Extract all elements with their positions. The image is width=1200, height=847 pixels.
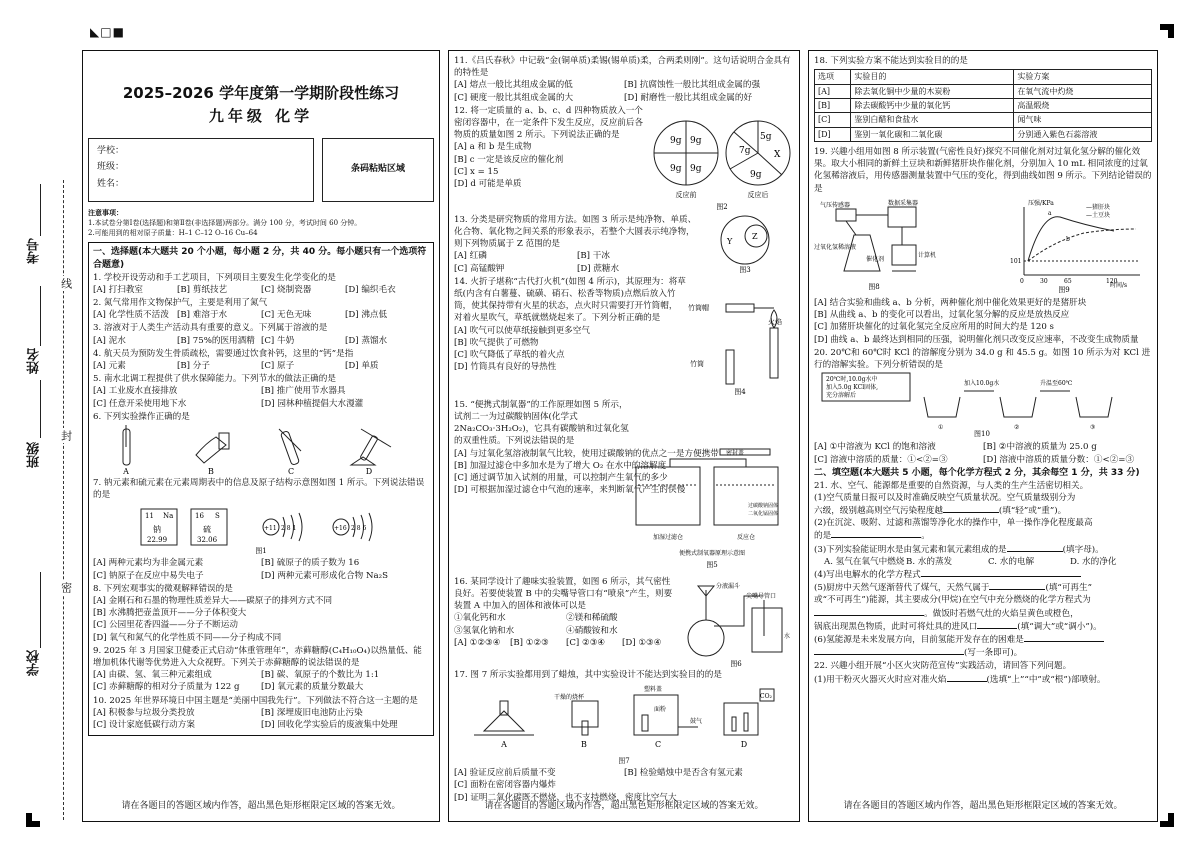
- question-4: [93, 348, 429, 372]
- question-stem: 13. 分类是研究物质的常用方法。如图 3 所示是纯净物、单质、化合物、氧化物之间关系的形象表示，若整个大圆表示纯净物，则下列物质属于 Z 范围的是: [454, 214, 697, 250]
- option-a[interactable]: [A] 化学性质不活泼: [93, 310, 169, 321]
- option-d[interactable]: [D] 编织毛衣: [345, 284, 396, 295]
- fig-label-b: B: [581, 740, 587, 750]
- option-c[interactable]: [C] 吹气降低了草纸的着火点: [454, 350, 565, 361]
- q22-line: (1)用干粉灭火器灭火时应对准火焰 (选填“上”“中”或“根”)部喷射。: [814, 674, 1106, 685]
- option-d[interactable]: [D] 可根据加湿过滤仓中气泡的速率，来判断氧气产生的快慢: [454, 485, 686, 496]
- question-stem: 22. 兴趣小组开展“小区火灾防范宣传”实践活动，请回答下列问题。: [814, 661, 1072, 672]
- figure-2-caption: 图2: [716, 202, 728, 211]
- question-20: [814, 347, 1152, 466]
- answer-blank[interactable]: [1007, 543, 1063, 552]
- label-tube: 竹筒: [690, 359, 704, 368]
- y-axis-label: 压强/KPa: [1028, 199, 1054, 207]
- question-stem: 19. 兴趣小组用如图 8 所示装置(气密性良好)探究不同催化剂对过氧化氢分解的催化效果。取大小相同的新鲜土豆块和新鲜猪肝块作催化剂，分别加入 10 mL 相同浓度的过氧化氢稀溶液后，用传感器测量装置中气压的变化，得到曲线如图 9 所示。下列结论错误的是: [814, 147, 1152, 194]
- option-c[interactable]: [C] ②③④: [566, 637, 606, 648]
- option-c[interactable]: [C] 任意开采使用地下水: [93, 398, 187, 409]
- question-6: [93, 411, 429, 475]
- figure-1-caption: 图1: [255, 547, 267, 556]
- figure-9-caption: 图9: [1058, 285, 1070, 294]
- figure-7-caption: 图7: [618, 757, 630, 766]
- q21-line: 的是 。: [814, 531, 930, 542]
- option-c[interactable]: [C] 牛奶: [261, 335, 295, 346]
- question-19: [814, 146, 1152, 346]
- section-1-title: 一、选择题(本大题共 20 个小题，每小题 2 分，共 40 分。每小题只有一个选项符合题意): [93, 247, 427, 270]
- pie-before-a: 9g: [670, 135, 682, 146]
- lab-operations-drawing: [101, 425, 421, 475]
- option-c[interactable]: [C] 赤藓糖醇的相对分子质量为 122 g: [93, 682, 240, 693]
- option-a[interactable]: [A] 红磷: [454, 251, 487, 262]
- x-tick: 30: [1040, 277, 1048, 285]
- option-b[interactable]: [B] 分子: [177, 360, 210, 371]
- fig-label-a: A: [123, 466, 129, 476]
- answer-blank[interactable]: [1024, 633, 1104, 642]
- pie-before-c: 9g: [670, 163, 682, 174]
- option-b[interactable]: [B] 75%的医用酒精: [177, 335, 255, 346]
- label-step1-line: 加入5.0g KCl固体,: [826, 384, 879, 392]
- question-stem: 8. 下列宏观事实的微观解释错误的是: [93, 583, 233, 594]
- svg-text:+11: +11: [264, 525, 277, 533]
- label-computer: 计算机: [918, 251, 937, 259]
- svg-text:2 8 6: 2 8 6: [351, 525, 367, 533]
- question-stem: 14. 火折子堪称“古代打火机”(如图 4 所示)，其原理为：将草纸(内含有白薯蔓、硫磺、硝石、松香等物质)点燃后放入竹筒，使其保持带有火星的状态，点火时只需要打开竹筒帽，对着火星吹气，草纸就燃烧起来了。下列分析正确的是: [454, 276, 686, 324]
- column-footer: 请在各题目的答题区域内作答，超出黑色矩形框限定区域的答案无效。: [484, 801, 764, 812]
- figure-3-venn: [700, 214, 790, 274]
- label-dry-beaker: 干燥的烧杯: [554, 694, 585, 702]
- q21-line: 六级，级别越高则空气污染程度越 (填“轻”或“重”)。: [814, 506, 1067, 517]
- question-12: [454, 105, 794, 213]
- label-water: 水: [784, 632, 791, 640]
- question-9: [93, 645, 429, 694]
- answer-blank[interactable]: [814, 607, 924, 616]
- option-b[interactable]: [B] 干冰: [577, 251, 610, 262]
- label-percarbonate: 过碳酸钠固体: [748, 502, 779, 509]
- svg-text:Z: Z: [752, 231, 758, 241]
- option-a[interactable]: [A] 工业废水直接排放: [93, 386, 178, 397]
- option-d[interactable]: [D] 耐磨性一般比其组成金属的好: [624, 92, 753, 103]
- binding-name-line: [40, 286, 41, 346]
- binding-exam-no-label: 考号: [27, 238, 42, 264]
- option-c[interactable]: [C] 高锰酸钾: [454, 263, 505, 274]
- table-cell: 除去碳酸钙中少量的氧化钙: [851, 98, 1014, 112]
- option-b[interactable]: [B] 吹气提供了可燃物: [454, 337, 539, 348]
- binding-class-line: [40, 380, 41, 438]
- option-d[interactable]: [D] 溶液中溶质的质量分数：①<②=③: [983, 454, 1135, 465]
- item-4: ④硝酸铵和水: [566, 625, 618, 636]
- answer-column-3: [808, 50, 1158, 822]
- option-d[interactable]: [D] 回收化学实验后的废液集中处理: [261, 720, 398, 731]
- x-tick: 120: [1106, 277, 1118, 285]
- notes: [88, 208, 434, 238]
- caption-after: 反应后: [747, 190, 769, 199]
- beaker-2: ②: [1014, 424, 1020, 432]
- question-18: [814, 55, 1152, 142]
- option-a[interactable]: [A] 熔点一般比其组成金属的低: [454, 80, 573, 91]
- table-cell: 在氧气流中灼烧: [1014, 84, 1152, 98]
- section-2-title: 二、填空题(本大题共 5 小题，每个化学方程式 2 分，其余每空 1 分，共 33 分): [814, 467, 1140, 478]
- option-b[interactable]: [B] 硫原子的质子数为 16: [261, 558, 360, 569]
- option-a[interactable]: [A] 打扫教室: [93, 284, 144, 295]
- option-c[interactable]: [C] 硬度一般比其组成金属的大: [454, 92, 574, 103]
- beaker-3: ③: [1090, 424, 1096, 432]
- svg-text:+16: +16: [334, 525, 347, 533]
- pie-after-a: 5g: [760, 131, 772, 142]
- q21-line: (5)厨房中天然气逐渐替代了煤气，天然气属于 (填“可再生”: [814, 583, 1092, 594]
- pie-after-c: 9g: [750, 169, 762, 180]
- option-d[interactable]: [D] 两种元素可形成化合物 Na₂S: [261, 570, 388, 581]
- name-field[interactable]: 姓名：: [97, 179, 125, 190]
- q21-line: (3)下列实验能证明水是由氢元素和氧元素组成的是 (填字母)。: [814, 544, 1104, 555]
- question-10: [93, 695, 429, 732]
- table-row: [815, 98, 1152, 112]
- table-cell: 鉴别白醋和食盐水: [851, 113, 1014, 127]
- option-d[interactable]: [D] 沸点低: [345, 310, 388, 321]
- pie-after-b: 7g: [739, 145, 751, 156]
- column-footer: 请在各题目的答题区域内作答，超出黑色矩形框限定区域的答案无效。: [843, 801, 1123, 812]
- question-stem: 10. 2025 年世界环境日中国主题是“美丽中国我先行”。下列做法不符合这一主题的是: [93, 695, 418, 706]
- option-d[interactable]: [D] 证明二氧化碳既不燃烧、也不支持燃烧，密度比空气大: [454, 792, 677, 803]
- option-c[interactable]: [C] x = 15: [454, 166, 499, 177]
- option-a[interactable]: [A] ①中溶液为 KCl 的饱和溶液: [814, 442, 936, 453]
- label-reaction-chamber: 反应仓: [736, 533, 756, 541]
- figure-1: [93, 503, 429, 555]
- figure-10-dissolution: [814, 371, 1150, 437]
- q21-line: 或“不可再生”)能源，其主要成分(甲烷)在空气中充分燃烧的化学方程式为: [814, 595, 1091, 606]
- table-cell[interactable]: [C]: [815, 113, 851, 127]
- x-axis-label: 时间/s: [1110, 281, 1128, 289]
- na-number: 11: [145, 512, 154, 521]
- table-cell: 分别通入紫色石蕊溶液: [1014, 127, 1152, 141]
- option-d[interactable]: [D] 氧元素的质量分数最大: [261, 682, 364, 693]
- answer-blank[interactable]: [947, 673, 987, 682]
- s-number: 16: [195, 512, 204, 521]
- question-13: [454, 214, 794, 275]
- binding-strip: [0, 180, 76, 820]
- option-c[interactable]: [C] 通过调节加入试剂的用量，可以控制产生氧气的多少: [454, 473, 668, 484]
- table-row: [815, 84, 1152, 98]
- option-b[interactable]: [B] 加湿过滤仓中多加水是为了增大 O₂ 在水中的溶解度: [454, 460, 667, 471]
- figure-3-caption: 图3: [739, 265, 751, 274]
- label-catalyst: 催化剂: [866, 255, 885, 263]
- question-15: [454, 399, 794, 575]
- legend-pig-liver: —猪肝块: [1086, 203, 1111, 211]
- item-2: ②镁和稀硫酸: [566, 613, 618, 624]
- question-7: [93, 477, 429, 582]
- figure-6-caption: 图6: [730, 659, 742, 668]
- na-mass: 22.99: [147, 536, 168, 545]
- legend-potato: —土豆块: [1086, 211, 1111, 219]
- option-b[interactable]: [B] 水沸腾把壶盖顶开——分子体积变大: [93, 608, 247, 619]
- option-a[interactable]: A. 氢气在氧气中燃烧: [824, 556, 905, 567]
- info-fields: [88, 138, 314, 202]
- pie-before-b: 9g: [690, 135, 702, 146]
- option-c[interactable]: [C] 溶液中溶质的质量：①<②=③: [814, 454, 948, 465]
- table-cell[interactable]: [B]: [815, 98, 851, 112]
- table-cell: 除去氧化铜中少量的木炭粉: [851, 84, 1014, 98]
- option-d[interactable]: [D] d 可能是单质: [454, 179, 522, 190]
- caption-before: 反应前: [675, 190, 697, 199]
- question-stem: 11.《吕氏春秋》中记载“金(铜单质)柔锡(锡单质)柔，合两柔则刚”。这句话说明合金具有的特性是: [454, 56, 791, 79]
- table-row: [815, 127, 1152, 141]
- fig-label-c: C: [654, 740, 662, 750]
- label-mno2: 二氧化锰固体: [748, 510, 779, 517]
- option-d[interactable]: [D] 氧气和氮气的化学性质不同——分子构成不同: [93, 632, 282, 643]
- q21-line: (4)写出电解水的化学方程式: [814, 568, 1152, 581]
- barcode-area: 条码粘贴区域: [322, 138, 434, 202]
- fig-label-d: D: [365, 466, 373, 476]
- table-row: [815, 113, 1152, 127]
- curve-label-b: b: [1066, 235, 1070, 243]
- answer-blank[interactable]: [943, 504, 999, 513]
- question-stem: 1. 学校开设劳动和手工艺项目，下列项目主要发生化学变化的是: [93, 272, 336, 283]
- table-cell: 高温煅烧: [1014, 98, 1152, 112]
- binding-school-line: [40, 572, 41, 648]
- label-cap: 竹筒帽: [688, 303, 709, 312]
- question-stem: 18. 下列实验方案不能达到实验目的的是: [814, 56, 968, 66]
- fig-label-a: A: [501, 740, 507, 750]
- option-b[interactable]: [B] 从曲线 a、b 的变化可以看出，过氧化氢分解的反应是放热反应: [814, 310, 1070, 321]
- question-stem: 21. 水、空气、能源都是重要的自然资源，与人类的生产生活密切相关。: [814, 480, 1089, 491]
- periodic-info-drawing: [101, 503, 421, 555]
- answer-column-1: [82, 50, 440, 822]
- column-footer: 请在各题目的答题区域内作答，超出黑色矩形框限定区域的答案无效。: [121, 801, 401, 812]
- na-symbol: Na: [163, 512, 174, 521]
- option-d[interactable]: [D] 竹筒具有良好的导热性: [454, 362, 557, 373]
- figure-4-fire-starter: [686, 294, 794, 398]
- x-tick: 65: [1064, 277, 1072, 285]
- class-field[interactable]: 班级：: [97, 162, 125, 173]
- option-b[interactable]: [B] 检验蜡烛中是否含有氢元素: [624, 768, 743, 779]
- label-jet-nozzle: 尖嘴导管口: [746, 592, 777, 600]
- label-air-blow: 鼓气: [690, 718, 703, 726]
- item-1: ①氧化钙和水: [454, 613, 506, 624]
- label-flour: 面粉: [654, 706, 667, 714]
- exam-title: 2025–2026 学年度第一学期阶段性练习: [122, 84, 400, 102]
- corner-mark-top-left: ◣□■: [90, 25, 125, 39]
- question-17: [454, 669, 794, 804]
- s-symbol: S: [215, 512, 220, 521]
- exam-subtitle: 九年级 化学: [208, 107, 314, 126]
- question-16: [454, 576, 794, 668]
- figure-7-candle-experiments: [454, 681, 794, 753]
- q21-line: (写一条即可)。: [814, 646, 1152, 659]
- option-d[interactable]: [D] 蒸馏水: [345, 335, 388, 346]
- section-1-box: [88, 242, 434, 736]
- table-header: 实验目的: [851, 70, 1014, 84]
- note-line: 1.本试卷分第Ⅰ卷(选择题)和第Ⅱ卷(非选择题)两部分。满分 100 分，考试时间 60 分钟。: [88, 218, 362, 227]
- option-b[interactable]: B. 水的蒸发: [906, 556, 953, 567]
- question-8: [93, 583, 429, 644]
- label-plastic-lid: 塑料盖: [644, 686, 663, 694]
- answer-column-2: [448, 50, 800, 822]
- option-b[interactable]: [B] 抗腐蚀性一般比其组成金属的强: [624, 80, 761, 91]
- binding-cut-char: 线: [59, 278, 73, 289]
- s-name: 硫: [203, 525, 211, 535]
- question-stem: 5. 南水北调工程提供了供水保障能力。下列节水的做法正确的是: [93, 374, 336, 385]
- fig-label-d: D: [740, 740, 748, 750]
- figure-4-caption: 图4: [734, 387, 746, 396]
- label-h2o2: 过氧化氢稀溶液: [814, 243, 857, 251]
- q21-line: 锅底出现黑色物质，此时可将灶具的进风口 (填“调大”或“调小”)。: [814, 621, 1102, 632]
- question-3: [93, 322, 429, 346]
- option-d[interactable]: [D] 蔗糖水: [577, 263, 620, 274]
- option-b[interactable]: [B] ②中溶液的质量为 25.0 g: [983, 442, 1097, 453]
- note-line: 2.可能用到的相对原子质量：H–1 C–12 O–16 Cu–64: [88, 228, 258, 237]
- option-b[interactable]: [B] 碳、氧原子的个数比为 1:1: [261, 670, 380, 681]
- fig-label-b: B: [208, 466, 214, 476]
- label-step1-line: 20℃时,10.0g水中: [826, 376, 878, 384]
- question-1: [93, 272, 429, 296]
- figure-2-pie-diagrams: [650, 105, 794, 213]
- figure-10-caption: 图10: [974, 430, 990, 439]
- option-b[interactable]: [B] 深埋废旧电池防止污染: [261, 707, 363, 718]
- q21-line: (6)氢能源是未来发展方向，目前氢能开发存在的困难是: [814, 633, 1152, 646]
- student-info-box: [88, 138, 434, 202]
- figure-5-oxygen-maker: [630, 445, 794, 575]
- option-a[interactable]: [A] 积极参与垃圾分类投放: [93, 707, 195, 718]
- question-stem: 16. 某同学设计了趣味实验装置，如图 6 所示，其气密性良好。若要使装置 B 中的尖嘴导管口有“喷泉”产生，则要装置 A 中加入的固体和液体可以是: [454, 576, 673, 612]
- option-d[interactable]: [D] 园林种植提倡大水漫灌: [261, 398, 364, 409]
- label-pressure-sensor: 气压传感器: [820, 201, 851, 209]
- option-a[interactable]: [A] 验证反应前后质量不变: [454, 768, 556, 779]
- label-step1-line: 充分溶解后: [826, 392, 857, 400]
- option-c[interactable]: [C] 加猪肝块催化的过氧化氢完全反应所用的时间大约是 120 s: [814, 322, 1054, 333]
- label-flame: 火焰: [768, 317, 782, 326]
- option-c[interactable]: [C] 无色无味: [261, 310, 312, 321]
- option-a[interactable]: [A] a 和 b 是生成物: [454, 142, 532, 153]
- question-22: [814, 660, 1152, 685]
- option-c[interactable]: [C] 原子: [261, 360, 295, 371]
- table-header: 选项: [815, 70, 851, 84]
- option-a[interactable]: [A] 结合实验和曲线 a、b 分析，两种催化剂中催化效果更好的是猪肝块: [814, 298, 1087, 309]
- option-c[interactable]: [C] 公园里花香四溢——分子不断运动: [93, 620, 238, 631]
- option-c[interactable]: [C] 钠原子在反应中易失电子: [93, 570, 204, 581]
- lab-operations-figure: [93, 425, 429, 475]
- experiment-table: [814, 69, 1152, 142]
- binding-cut-char: 封: [59, 430, 73, 441]
- option-d[interactable]: D. 水的净化: [1070, 556, 1117, 567]
- answer-blank[interactable]: [831, 529, 921, 538]
- label-co2: CO₂: [760, 693, 772, 701]
- question-11: [454, 55, 794, 104]
- question-21: [814, 480, 1152, 660]
- pie-before-d: 9g: [690, 163, 702, 174]
- option-b[interactable]: [B] 推广使用节水器具: [261, 386, 346, 397]
- binding-name-label: 姓名: [27, 348, 42, 374]
- question-stem: 6. 下列实验操作正确的是: [93, 411, 190, 422]
- binding-school-label: 学校: [27, 650, 42, 676]
- figure-8-9: [814, 195, 1150, 293]
- question-stem: 2. 氮气常用作文物保护气，主要是利用了氮气: [93, 297, 268, 308]
- figure-8-caption: 图8: [868, 282, 880, 291]
- option-a[interactable]: [A] 两种元素均为非金属元素: [93, 558, 204, 569]
- y-tick-101: 101: [1010, 257, 1022, 265]
- question-stem: 4. 航天员为预防发生骨质疏松，需要通过饮食补钙，这里的“钙”是指: [93, 348, 354, 359]
- label-funnel: 分液漏斗: [716, 582, 741, 590]
- option-c[interactable]: [C] 设计家庭低碳行动方案: [93, 720, 195, 731]
- svg-text:Y: Y: [727, 236, 733, 246]
- option-b[interactable]: [B] 剪纸技艺: [177, 284, 228, 295]
- option-b[interactable]: [B] c 一定是该反应的催化剂: [454, 154, 564, 165]
- item-3: ③氢氧化钠和水: [454, 625, 515, 636]
- label-seal-cap: 密封盖: [726, 449, 745, 457]
- option-a[interactable]: [A] 金刚石和石墨的物理性质差异大——碳原子的排列方式不同: [93, 596, 333, 606]
- question-stem: 7. 钠元素和硫元素在元素周期表中的信息及原子结构示意图如图 1 所示。下列说法错误的是: [93, 477, 425, 501]
- table-cell: 闻气味: [1014, 113, 1152, 127]
- q21-line: 。做饭时若燃气灶的火焰呈黄色或橙色，: [814, 607, 1152, 620]
- answer-blank[interactable]: [921, 568, 1081, 577]
- binding-class-label: 班级: [27, 442, 42, 468]
- figure-6-fountain: [678, 576, 794, 668]
- option-a[interactable]: [A] 与过氧化氢溶液制氧气比较，使用过碳酸钠的优点之一是方便携带: [454, 448, 719, 459]
- pie-after-d: X: [774, 149, 781, 160]
- label-data-collector: 数据采集器: [888, 199, 919, 207]
- option-b[interactable]: [B] 难溶于水: [177, 310, 228, 321]
- option-a[interactable]: [A] 元素: [93, 360, 126, 371]
- corner-mark-top-right: [1160, 24, 1174, 38]
- label-add-water: 加入10.0g水: [964, 380, 1000, 388]
- question-stem: 17. 图 7 所示实验都用到了蜡烛，其中实验设计不能达到实验目的的是: [454, 669, 722, 680]
- na-name: 钠: [153, 525, 161, 535]
- x-tick: 0: [1020, 277, 1024, 285]
- question-stem: 20. 20℃和 60℃时 KCl 的溶解度分别为 34.0 g 和 45.5 g。如图 10 所示为对 KCl 进行的溶解实验。下列分析错误的是: [814, 347, 1151, 371]
- option-d[interactable]: [D] 曲线 a、b 最终达到相同的压强，说明催化剂只改变反应速率，不改变生成物质量: [814, 334, 1139, 345]
- question-2: [93, 297, 429, 321]
- figure-5-caption: 图5: [706, 560, 718, 569]
- fig-label-c: C: [287, 466, 295, 476]
- option-a[interactable]: [A] 由碳、氢、氧三种元素组成: [93, 670, 212, 681]
- option-a[interactable]: [A] ①②③④: [454, 637, 501, 648]
- table-header: 实验方案: [1014, 70, 1152, 84]
- option-c[interactable]: C. 水的电解: [988, 556, 1035, 567]
- svg-text:2 8 1: 2 8 1: [281, 525, 297, 533]
- question-14: [454, 276, 794, 398]
- question-stem: 3. 溶液对于人类生产活动具有重要的意义。下列属于溶液的是: [93, 323, 328, 334]
- option-c[interactable]: [C] 烧制瓷器: [261, 284, 312, 295]
- question-stem: 12. 将一定质量的 a、b、c、d 四种物质放入一个密闭容器中，在一定条件下发生反应，反应前后各物质的质量如图 2 所示。下列说法正确的是: [454, 105, 644, 141]
- option-c[interactable]: [C] 面粉在密闭容器内爆炸: [454, 780, 556, 791]
- school-field[interactable]: 学校：: [97, 145, 125, 156]
- option-a[interactable]: [A] 泥水: [93, 335, 126, 346]
- option-d[interactable]: [D] 单质: [345, 360, 379, 371]
- question-5: [93, 373, 429, 410]
- s-mass: 32.06: [197, 536, 218, 545]
- table-cell: 鉴别一氧化碳和二氧化碳: [851, 127, 1014, 141]
- table-cell[interactable]: [A]: [815, 84, 851, 98]
- option-d[interactable]: [D] ①③④: [622, 637, 662, 648]
- figure-5-title: 便携式制氧器原理示意图: [678, 549, 746, 557]
- answer-blank[interactable]: [989, 581, 1045, 590]
- option-a[interactable]: [A] 吹气可以使草纸接触到更多空气: [454, 325, 590, 336]
- answer-blank[interactable]: [814, 646, 964, 655]
- question-stem: 9. 2025 年 3 月国家卫健委正式启动“体重管理年”，赤藓糖醇(C₄H₁₀O₄)以热量低、能增加机体代谢等优势进入大众视野。下列关于赤藓糖醇的说法错误的是: [93, 645, 422, 669]
- answer-blank[interactable]: [977, 620, 1017, 629]
- corner-mark-bottom-right: [1160, 813, 1174, 827]
- curve-label-a: a: [1048, 209, 1052, 217]
- q21-line: (1)空气质量日报可以及时准确反映空气质量状况。空气质量级别分为: [814, 492, 1076, 503]
- option-b[interactable]: [B] ①②③: [510, 637, 549, 648]
- q21-line: (2)在沉淀、吸附、过滤和蒸馏等净化水的操作中，单一操作净化程度最高: [814, 518, 1093, 529]
- label-heat: 升温至60℃: [1040, 380, 1073, 388]
- question-stem: 15. “便携式制氧器”的工作原理如图 5 所示，试剂二一为过碳酸钠固体(化学式 2Na₂CO₃·3H₂O₂)，它具有碳酸钠和过氧化氢的双重性质。下列说法错误的是: [454, 399, 629, 447]
- beaker-1: ①: [938, 424, 944, 432]
- binding-exam-no-line: [40, 184, 41, 236]
- table-cell[interactable]: [D]: [815, 127, 851, 141]
- table-header-row: [815, 70, 1152, 84]
- notes-title: 注意事项：: [88, 207, 123, 217]
- binding-cut-char: 密: [59, 582, 73, 593]
- label-humidifier: 加湿过滤仓: [652, 533, 684, 541]
